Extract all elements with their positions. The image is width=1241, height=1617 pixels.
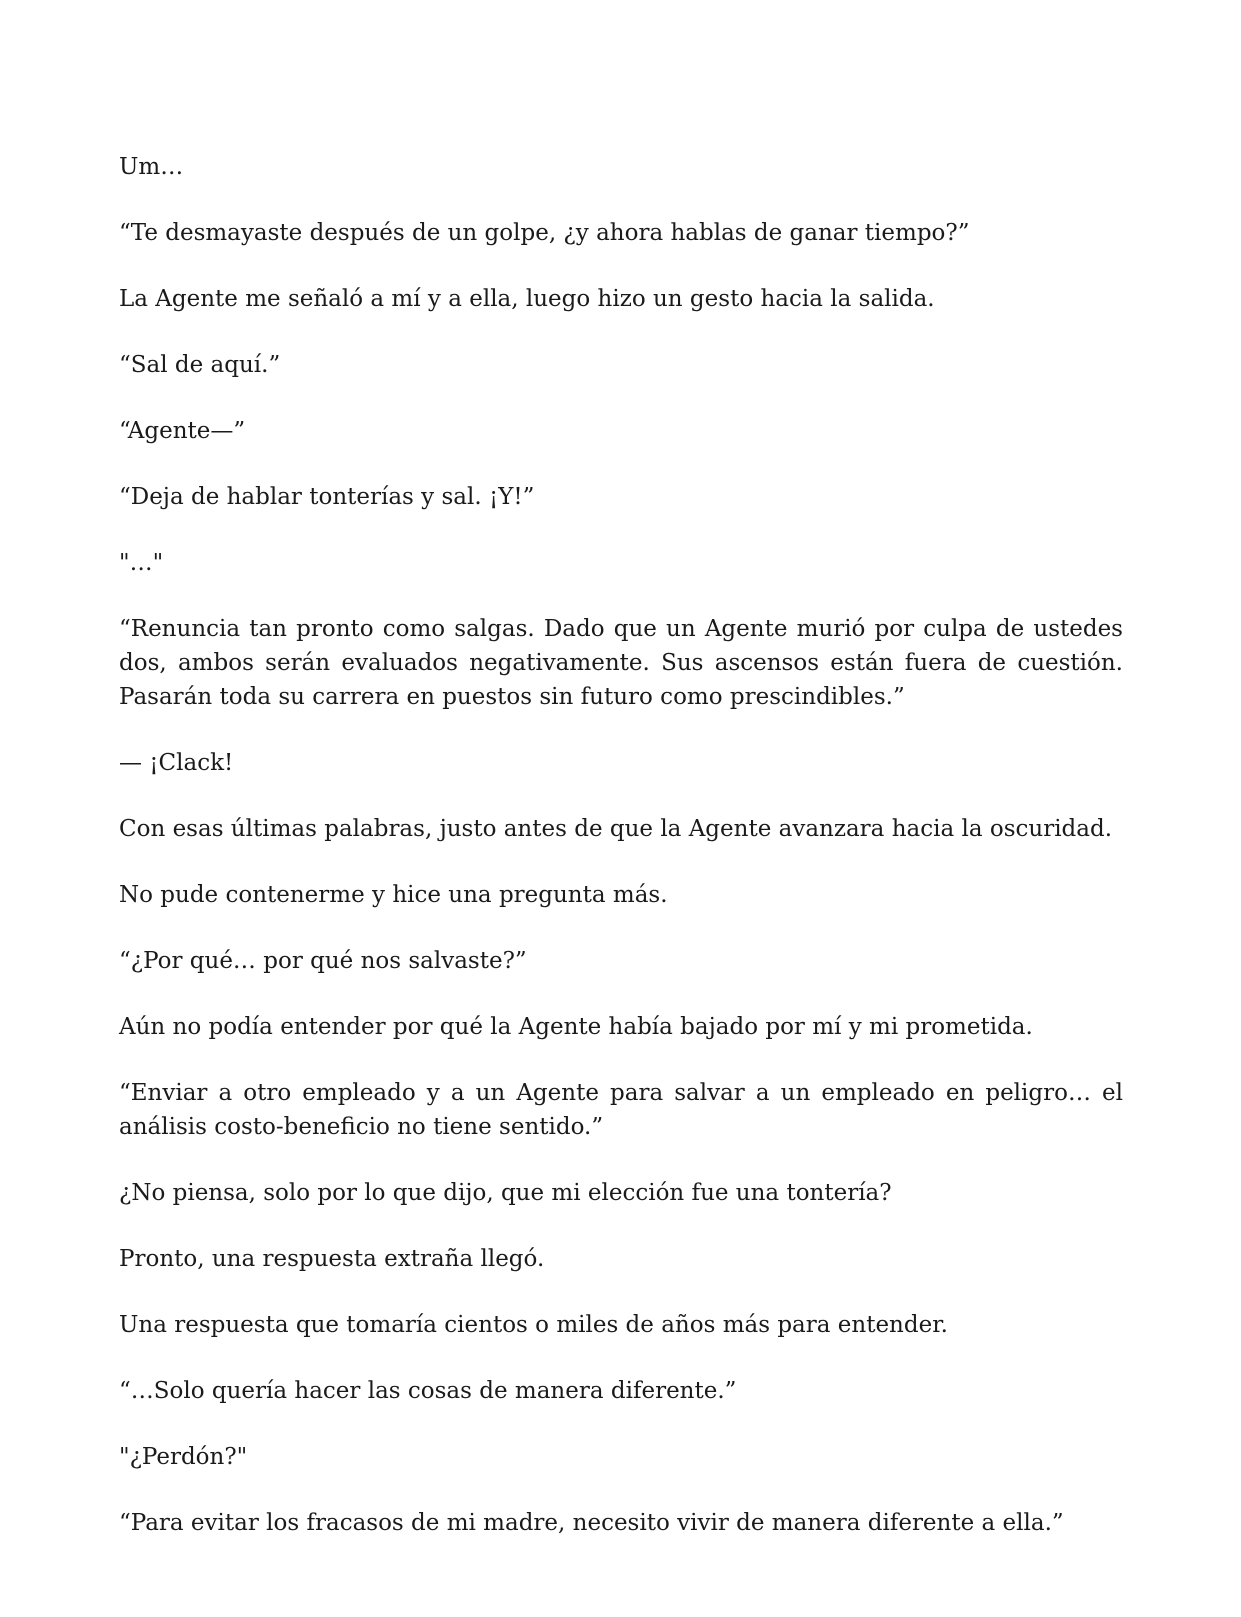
paragraph: “Renuncia tan pronto como salgas. Dado que un Agente murió por culpa de ustedes dos, ambos serán evaluados negativamente. Sus ascensos están fuera de cuestión. Pasarán toda su carrera en puestos sin futuro como prescindibles.” — [119, 616, 1123, 710]
paragraph: — ¡Clack! — [119, 750, 234, 776]
paragraph: “Agente—” — [119, 418, 246, 444]
paragraph: Aún no podía entender por qué la Agente había bajado por mí y mi prometida. — [119, 1014, 1033, 1040]
paragraph: “Enviar a otro empleado y a un Agente para salvar a un empleado en peligro… el análisis costo-beneficio no tiene sentido.” — [119, 1080, 1123, 1140]
paragraph: La Agente me señaló a mí y a ella, luego hizo un gesto hacia la salida. — [119, 286, 935, 312]
paragraph: Um… — [119, 154, 184, 180]
paragraph: “…Solo quería hacer las cosas de manera diferente.” — [119, 1378, 737, 1404]
paragraph: “Para evitar los fracasos de mi madre, necesito vivir de manera diferente a ella.” — [119, 1510, 1064, 1536]
paragraph: ¿No piensa, solo por lo que dijo, que mi elección fue una tontería? — [119, 1180, 892, 1206]
paragraph: "…" — [119, 550, 164, 576]
paragraph: No pude contenerme y hice una pregunta más. — [119, 882, 668, 908]
paragraph: Pronto, una respuesta extraña llegó. — [119, 1246, 545, 1272]
paragraph: “Deja de hablar tonterías y sal. ¡Y!” — [119, 484, 535, 510]
paragraph: Con esas últimas palabras, justo antes de que la Agente avanzara hacia la oscuridad. — [119, 816, 1113, 842]
paragraph: “Te desmayaste después de un golpe, ¿y ahora hablas de ganar tiempo?” — [119, 220, 970, 246]
paragraph: "¿Perdón?" — [119, 1444, 248, 1470]
paragraph: “¿Por qué… por qué nos salvaste?” — [119, 948, 527, 974]
paragraph: Una respuesta que tomaría cientos o miles de años más para entender. — [119, 1312, 948, 1338]
document-body — [119, 150, 1123, 1572]
paragraph: “Sal de aquí.” — [119, 352, 281, 378]
